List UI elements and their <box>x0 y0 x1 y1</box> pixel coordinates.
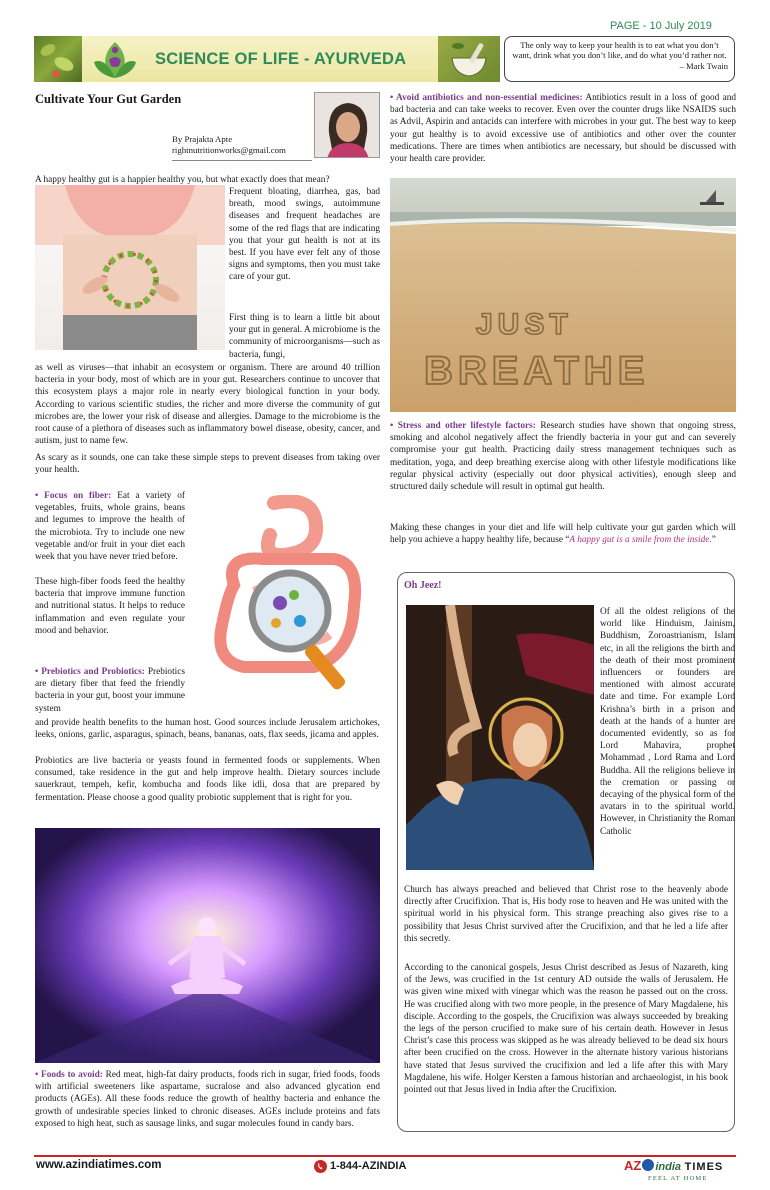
antibiotics-heading: Avoid antibiotics and non-essential medicines: <box>396 93 583 103</box>
quote-text: The only way to keep your health is to eat what you don’t want, drink what you don’t like, and do what you’d rather not. <box>512 40 727 61</box>
fiber-heading: Focus on fiber: <box>44 491 112 501</box>
fiber-body: Eat a variety of vegetables, fruits, whole grains, beans and legumes to improve the health of the microbiota. Try to include one new vegetable and/or fruit in your diet each week that you have never tried before. <box>35 491 185 563</box>
antibiotics-body: Antibiotics result in a loss of good and bad bacteria and can take weeks to recover. Even over the counter drugs like NSAIDS such as Advil, Aspirin and antacids can interfere with microbes in your gut. The best way to keep your gut healthy is to avoid excessive use of antibiotics and other over the counter medications. There are times when antibiotics are necessary, but should be discussed with your health care provider. <box>390 93 736 165</box>
quote-box <box>504 36 735 82</box>
intestine-magnifier-graphic <box>204 495 384 705</box>
article-title: Cultivate Your Gut Garden <box>35 92 182 106</box>
fiber-body-2: These high-fiber foods feed the healthy bacteria that improve immune function and nutritional status. It helps to reduce inflammation and even regulate your mood and behavior. <box>35 577 185 636</box>
bullet-icon: • <box>35 491 45 501</box>
leaf-icon <box>34 36 82 82</box>
mortar-pestle-image <box>438 36 500 82</box>
mortar-pestle-icon <box>438 36 500 82</box>
oh-jeez-paragraph-2: According to the canonical gospels, Jesus Christ described as Jesus of Nazareth, king of the Jews, was crucified in the 1st century AD outside the walls of Jerusalem. He was given wine mixed with vinegar which was the reason he passed out on the cross. He was crucified along with two more people, in the presence of Mary Magdalene, his disciple. According to the gospels, the Crucifixion was always succeeded by breaking the legs of the person crucified to make sure of his certain death. However in Jesus Christ’s case this process was skipped as he was already believed to be dead six hours after been crucified on the cross. However in the alternate history various historians have stated that Jesus survived the crucifixion and led a life after this with Mary Magdalene, his wife. Holger Kersten a famous historian and archaeologist, in his book pointed out that Jesus lived in India after the Crucifixion. <box>404 963 728 1096</box>
quote-author: – Mark Twain <box>679 60 728 71</box>
herb-leaf-image <box>34 36 82 82</box>
prebiotics-section <box>35 666 185 715</box>
logo-india: india <box>655 1161 682 1173</box>
prebiotics-heading: Prebiotics and Probiotics: <box>41 667 145 677</box>
page-date: PAGE - 10 July 2019 <box>610 20 712 32</box>
footer-website-link[interactable]: www.azindiatimes.com <box>36 1159 162 1171</box>
author-photo <box>314 92 380 158</box>
prebiotics-body: Prebiotics are dietary fiber that feed the friendly bacteria in your gut, boost your immune system <box>35 667 185 714</box>
oh-jeez-paragraph-1: Church has always preached and believed that Christ rose to the heavenly abode directly after Crucifixion. That is, His body rose to heaven and He was united with the spiritual world in his physical form. This strange preaching also gives rise to a possibility that Jesus Christ survived after the Crucifixion, and that he led a life after this secretly. <box>404 885 728 944</box>
foods-avoid-body: Red meat, high-fat dairy products, foods rich in sugar, fried foods, foods with artificial sweeteners like aspartame, sucralose and also advanced glycation end products (AGEs). All these foods reduce the growth of healthy bacteria and enhance the growth of undesirable species linked to chronic diseases. AGEs include proteins and fats exposed to high heat, such as sausage links, and sugar molecules found in candy bars. <box>35 1070 380 1129</box>
intestine-illustration <box>204 495 384 705</box>
fiber-section <box>35 490 185 563</box>
author-name: By Prajakta Apte <box>172 134 233 144</box>
crucifixion-painting <box>406 605 594 870</box>
meditation-graphic <box>35 828 380 1063</box>
byline <box>172 134 286 156</box>
stress-heading: Stress and other lifestyle factors: <box>397 421 536 431</box>
gut-photo-graphic <box>35 185 225 350</box>
closing-quote-end: ” <box>711 535 716 546</box>
gut-health-photo <box>35 185 225 350</box>
section-title: SCIENCE OF LIFE - AYURVEDA <box>155 50 407 68</box>
phone-icon <box>314 1160 327 1178</box>
foods-avoid-heading: Foods to avoid: <box>41 1070 103 1080</box>
prebiotics-body-rest: and provide health benefits to the human host. Good sources include Jerusalem artichokes, leeks, onions, garlic, asparagus, spinach, beans, bananas, oats, flax seeds, jicama and apples. <box>35 718 380 741</box>
probiotics-body: Probiotics are live bacteria or yeasts found in fermented foods or supplements. When consumed, take residence in the gut and help improve health. Dietary sources include sauerkraut, tempeh, kefir, kombucha and foods like idli, dosa that are prepared by fermentation. Please choose a good quality probiotic supplement that is right for you. <box>35 756 380 803</box>
beach-graphic <box>390 178 736 412</box>
crucifixion-graphic <box>406 605 594 870</box>
stress-section <box>390 420 736 493</box>
intro-paragraph-1: Frequent bloating, diarrhea, gas, bad breath, mood swings, autoimmune diseases and frequent headaches are some of the red flags that are indicating you that your gut health is not at its best. If you have ever felt any of those signs and symptoms, then you must take care of your gut. <box>229 187 380 283</box>
bullet-icon: • <box>35 1070 42 1080</box>
author-portrait <box>315 93 380 158</box>
sand-text-breathe: BREATHE <box>424 349 650 393</box>
author-email[interactable]: rightnutritionworks@gmail.com <box>172 145 286 155</box>
az-india-times-logo[interactable] <box>624 1158 723 1173</box>
foods-avoid-section <box>35 1069 380 1130</box>
bullet-icon: • <box>390 93 397 103</box>
antibiotics-section <box>390 92 736 165</box>
logo-times: TIMES <box>684 1161 724 1173</box>
closing-text: Making these changes in your diet and life will help cultivate your gut garden which will help you achieve a happy healthy life, because “ <box>390 523 736 546</box>
just-breathe-photo <box>390 178 736 412</box>
stress-body: Research studies have shown that ongoing stress, smoking and alcohol negatively affect the friendly bacteria in your gut and can severely compromise your gut health. Practicing daily stress management techniques such as meditation, yoga, and deep breathing exercise along with other lifestyle modifications like regular physical activity (especially out door physical activities), enough sleep and structured daily schedule will result in optimal gut health. <box>390 421 736 493</box>
footer-phone-number[interactable]: 1-844-AZINDIA <box>330 1160 407 1172</box>
footer-divider <box>34 1155 736 1157</box>
meditation-photo <box>35 828 380 1063</box>
bullet-icon: • <box>390 421 398 431</box>
logo-az: AZ <box>624 1158 642 1173</box>
closing-paragraph <box>390 522 736 546</box>
intro-paragraph-3: As scary as it sounds, one can take these simple steps to prevent diseases from taking over your health. <box>35 453 380 476</box>
intro-paragraph-top: A happy healthy gut is a happier healthy you, but what exactly does that mean? <box>35 175 330 185</box>
intro-paragraph-2-rest: as well as viruses—that inhabit an ecosystem or organism. There are around 40 trillion bacteria in your body, most of which are in your gut. Researchers continue to uncover that this ecosystem plays a major role in nearly every biological function in your body. According to various scientific studies, the richer and more diverse the community of gut microbes are, the lower your risk of disease and allergies. Damage to the microbiome is the root cause of a plethora of diseases such as inflammatory bowel disease, obesity, cancer, and autism, just to name few. <box>35 363 380 447</box>
bullet-icon: • <box>35 667 42 677</box>
globe-icon <box>642 1159 654 1171</box>
oh-jeez-wrap-text: Of all the oldest religions of the world like Hinduism, Jainism, Buddhism, Zoroastrianism, Islam etc, in all the religions the birth and the death of their most prominent influencers or founders are mentioned with almost accurate date and time. For example Lord Krishna’s birth in a prison and death at the hands of a hunter are documented evidently, so as for Lord Mahavira, prophet Mohammad , Lord Rama and Lord Buddha. All the religions believe in the cremation or passing or decaying of the physical form of the avatars in to the spiritual world. However, in Christianity the Roman Catholic <box>600 607 735 837</box>
sand-text-just: JUST <box>476 308 573 341</box>
byline-divider <box>172 160 312 161</box>
closing-quote: A happy gut is a smile from the inside. <box>569 535 712 546</box>
intro-paragraph-2-start: First thing is to learn a little bit about your gut in general. A microbiome is the community of microorganisms—such as bacteria, fungi, <box>229 313 380 360</box>
logo-tagline: FEEL AT HOME <box>648 1175 708 1182</box>
meditation-logo-icon <box>90 38 140 80</box>
oh-jeez-title: Oh Jeez! <box>404 580 442 591</box>
